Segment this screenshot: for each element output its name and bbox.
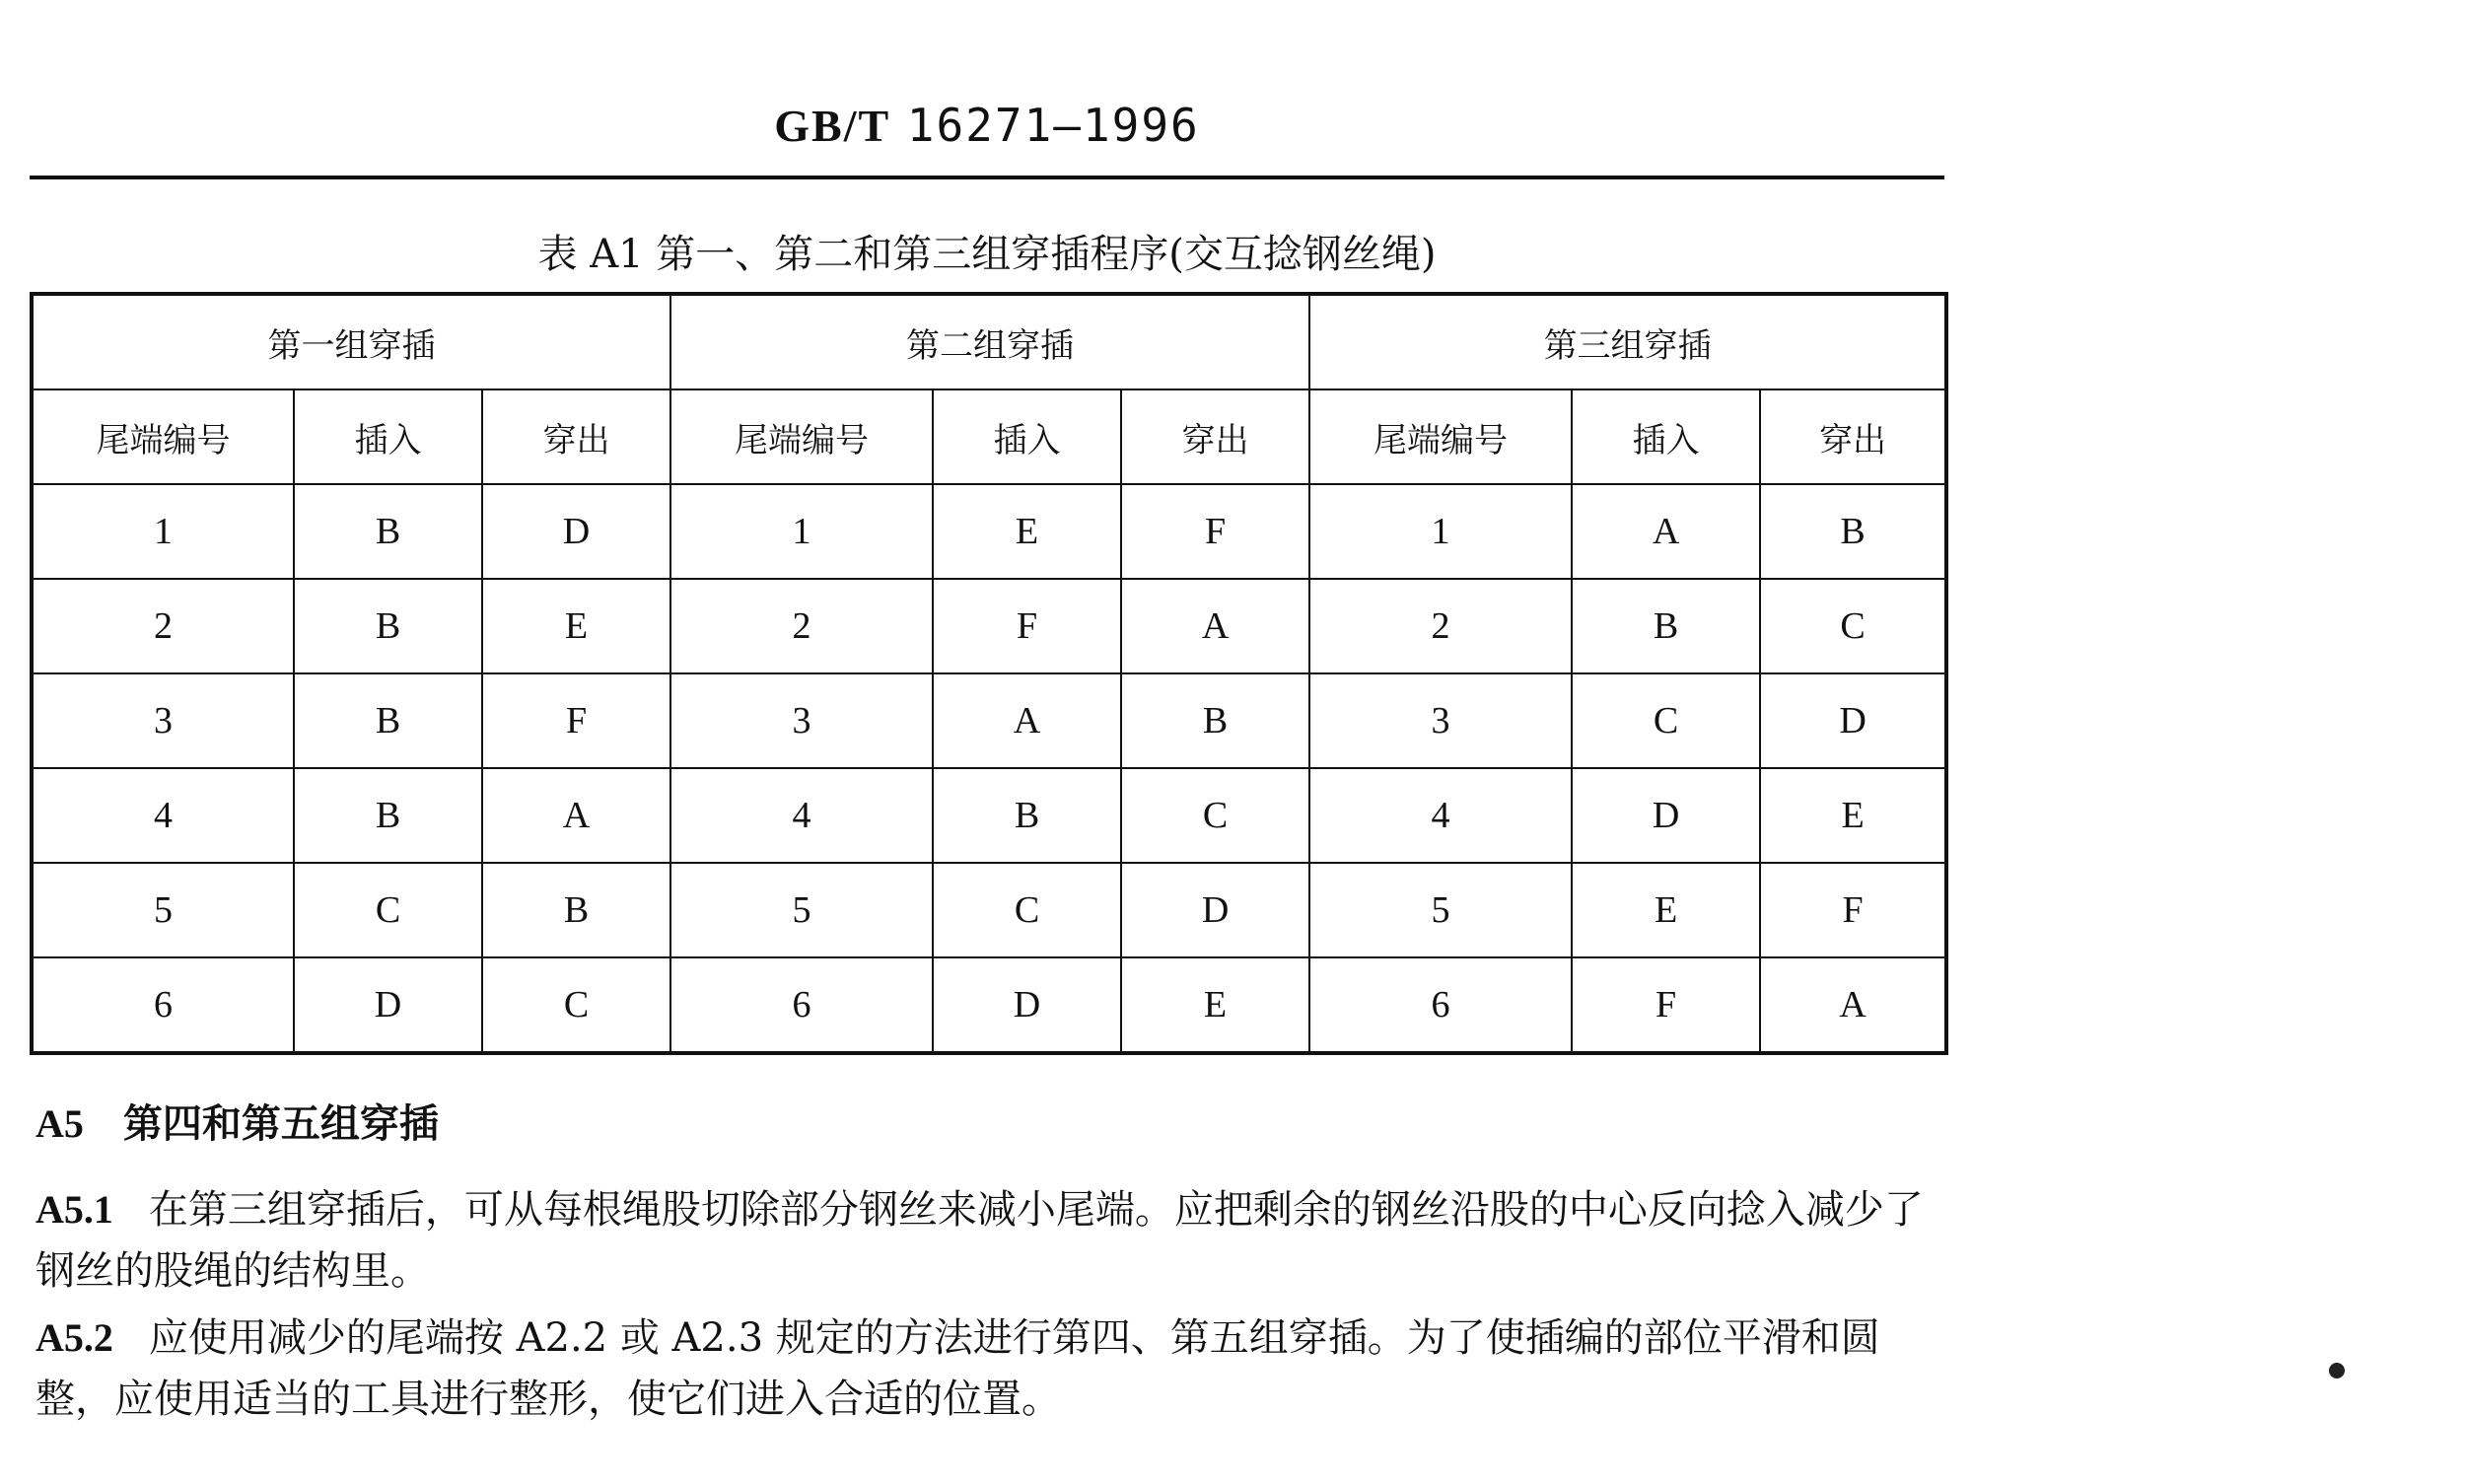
table-cell: B bbox=[1572, 579, 1760, 673]
scan-speck bbox=[2329, 1363, 2345, 1378]
table-cell: D bbox=[294, 957, 482, 1053]
table-cell: 2 bbox=[32, 579, 294, 673]
table-cell: 3 bbox=[1309, 673, 1572, 768]
table-cell: B bbox=[294, 579, 482, 673]
section-number: A5 bbox=[35, 1101, 84, 1146]
table-cell: D bbox=[1121, 863, 1309, 957]
table-caption: 表 A1 第一、第二和第三组穿插程序(交互捻钢丝绳) bbox=[537, 232, 1437, 277]
table-row bbox=[32, 768, 1946, 863]
standard-header bbox=[30, 99, 1944, 152]
paragraph-a5-1 bbox=[35, 1179, 1938, 1302]
table-cell: 4 bbox=[670, 768, 933, 863]
table-cell: 6 bbox=[1309, 957, 1572, 1053]
standard-code: GB/T bbox=[774, 101, 891, 151]
table-cell: 6 bbox=[32, 957, 294, 1053]
table-cell: F bbox=[1760, 863, 1946, 957]
table-cell: C bbox=[294, 863, 482, 957]
table-cell: 1 bbox=[670, 484, 933, 579]
paragraph-a5-2 bbox=[35, 1307, 1938, 1430]
table-cell: C bbox=[933, 863, 1121, 957]
table-cell: C bbox=[482, 957, 670, 1053]
table-cell: 3 bbox=[670, 673, 933, 768]
paragraph-number: A5.1 bbox=[35, 1187, 113, 1232]
table-cell: 1 bbox=[1309, 484, 1572, 579]
table-cell: E bbox=[933, 484, 1121, 579]
section-heading bbox=[35, 1093, 439, 1149]
group-header: 第一组穿插 bbox=[32, 294, 670, 389]
table-cell: C bbox=[1760, 579, 1946, 673]
table-cell: 1 bbox=[32, 484, 294, 579]
table-cell: D bbox=[933, 957, 1121, 1053]
table-cell: E bbox=[1760, 768, 1946, 863]
table-cell: F bbox=[482, 673, 670, 768]
table-cell: D bbox=[1760, 673, 1946, 768]
section-title: 第四和第五组穿插 bbox=[122, 1101, 439, 1147]
paragraph-number: A5.2 bbox=[35, 1315, 113, 1360]
table-row bbox=[32, 484, 1946, 579]
column-header: 插入 bbox=[933, 389, 1121, 484]
table-cell: F bbox=[933, 579, 1121, 673]
paragraph-text: 应使用减少的尾端按 A2.2 或 A2.3 规定的方法进行第四、第五组穿插。为了使插编的部位平滑和圆整，应使用适当的工具进行整形，使它们进入合适的位置。 bbox=[35, 1315, 1880, 1422]
table-row bbox=[32, 673, 1946, 768]
table-cell: 6 bbox=[670, 957, 933, 1053]
table-cell: A bbox=[1121, 579, 1309, 673]
table-row bbox=[32, 957, 1946, 1053]
column-header: 穿出 bbox=[1121, 389, 1309, 484]
paragraph-text: 在第三组穿插后，可从每根绳股切除部分钢丝来减小尾端。应把剩余的钢丝沿股的中心反向捻入减少了钢丝的股绳的结构里。 bbox=[35, 1187, 1924, 1294]
table-cell: A bbox=[933, 673, 1121, 768]
group-header: 第二组穿插 bbox=[670, 294, 1309, 389]
column-header: 尾端编号 bbox=[32, 389, 294, 484]
table-cell: 4 bbox=[32, 768, 294, 863]
table-row bbox=[32, 579, 1946, 673]
table-cell: A bbox=[1572, 484, 1760, 579]
table-cell: B bbox=[294, 673, 482, 768]
table-cell: E bbox=[1121, 957, 1309, 1053]
table-cell: 4 bbox=[1309, 768, 1572, 863]
table-cell: F bbox=[1121, 484, 1309, 579]
table-cell: E bbox=[482, 579, 670, 673]
table-cell: E bbox=[1572, 863, 1760, 957]
column-header: 插入 bbox=[1572, 389, 1760, 484]
table-cell: 5 bbox=[670, 863, 933, 957]
table-cell: A bbox=[482, 768, 670, 863]
table-cell: 3 bbox=[32, 673, 294, 768]
group-header: 第三组穿插 bbox=[1309, 294, 1946, 389]
table-cell: C bbox=[1121, 768, 1309, 863]
table-cell: B bbox=[1121, 673, 1309, 768]
table-cell: B bbox=[294, 768, 482, 863]
table-row bbox=[32, 863, 1946, 957]
table-cell: B bbox=[933, 768, 1121, 863]
group-header-row bbox=[32, 294, 1946, 389]
table-cell: B bbox=[294, 484, 482, 579]
table-cell: 5 bbox=[1309, 863, 1572, 957]
standard-number: 16271—1996 bbox=[906, 99, 1200, 152]
column-header: 尾端编号 bbox=[670, 389, 933, 484]
table-cell: F bbox=[1572, 957, 1760, 1053]
table-cell: 2 bbox=[1309, 579, 1572, 673]
column-header: 穿出 bbox=[482, 389, 670, 484]
table-cell: B bbox=[1760, 484, 1946, 579]
table-cell: B bbox=[482, 863, 670, 957]
column-header: 尾端编号 bbox=[1309, 389, 1572, 484]
table-cell: 2 bbox=[670, 579, 933, 673]
column-header: 插入 bbox=[294, 389, 482, 484]
table-cell: C bbox=[1572, 673, 1760, 768]
table-cell: D bbox=[1572, 768, 1760, 863]
table-cell: 5 bbox=[32, 863, 294, 957]
table-cell: A bbox=[1760, 957, 1946, 1053]
splicing-sequence-table bbox=[30, 292, 1948, 1055]
header-rule bbox=[30, 176, 1944, 179]
column-header: 穿出 bbox=[1760, 389, 1946, 484]
column-header-row bbox=[32, 389, 1946, 484]
table-cell: D bbox=[482, 484, 670, 579]
